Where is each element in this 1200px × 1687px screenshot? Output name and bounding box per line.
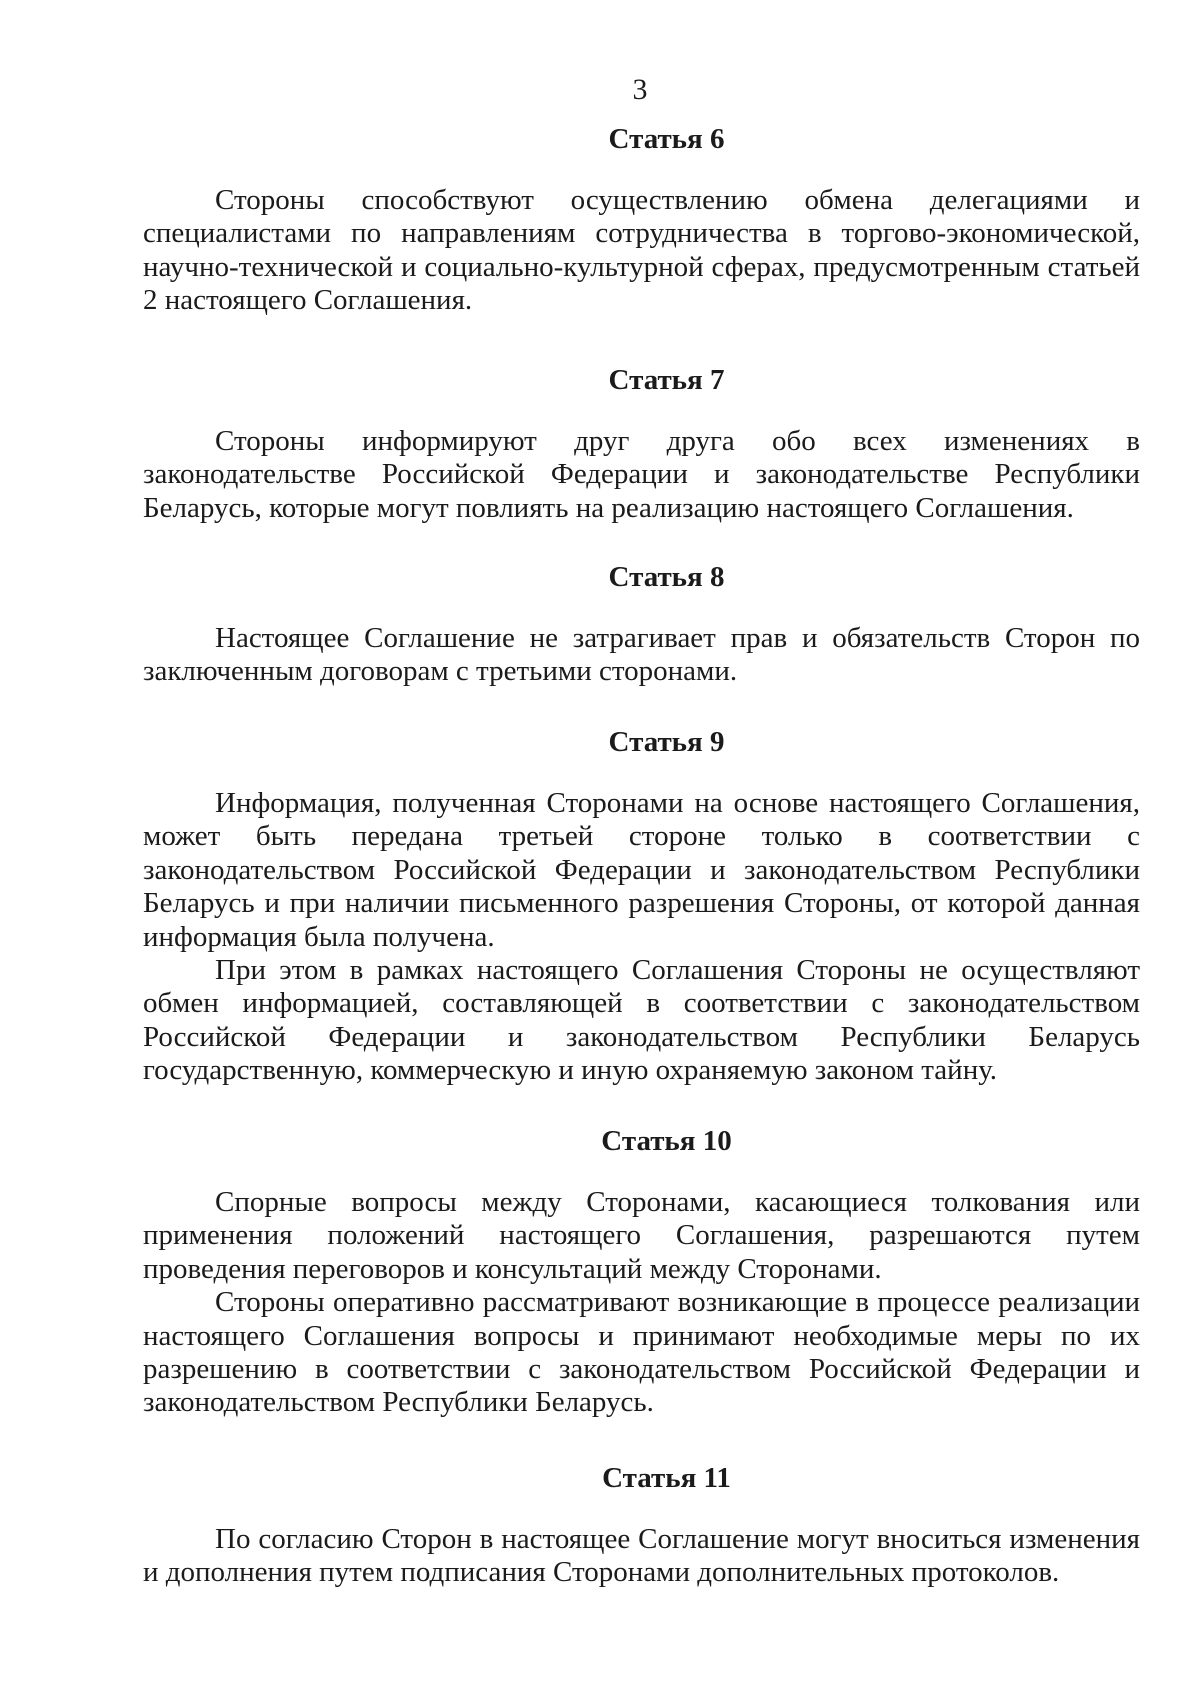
article-title: Статья 9 [608, 726, 725, 758]
article-paragraph: Стороны оперативно рассматривают возникающие в процессе реализации настоящего Соглашения вопросы и принимают необходимые меры по их разрешению в соответствии с законодательством Российской Федерации и законодательством Республики Беларусь. [143, 1286, 1140, 1419]
article-9 [143, 725, 1140, 1088]
article-paragraph: Стороны информируют друг друга обо всех изменениях в законодательстве Российской Федерации и законодательстве Республики Беларусь, которые могут повлиять на реализацию настоящего Соглашения. [143, 425, 1140, 524]
article-title: Статья 6 [608, 123, 725, 155]
article-10 [143, 1124, 1140, 1420]
page-number: 3 [632, 73, 648, 106]
article-paragraph: Настоящее Соглашение не затрагивает прав и обязательств Сторон по заключенным договорам с третьими сторонами. [143, 622, 1140, 688]
article-7 [143, 363, 1140, 525]
article-paragraph: Информация, полученная Сторонами на основе настоящего Соглашения, может быть передана третьей стороне только в соответствии с законодательством Российской Федерации и законодательством Республики Беларусь и при наличии письменного разрешения Стороны, от которой данная информация была получена. [143, 787, 1140, 953]
article-title: Статья 8 [608, 561, 725, 593]
article-paragraph: По согласию Сторон в настоящее Соглашение могут вноситься изменения и дополнения путем подписания Сторонами дополнительных протоколов. [143, 1523, 1140, 1589]
article-paragraph: Стороны способствуют осуществлению обмена делегациями и специалистами по направлениям сотрудничества в торгово-экономической, научно-технической и социально-культурной сферах, предусмотренным статьей 2 настоящего Соглашения. [143, 184, 1140, 317]
article-title: Статья 7 [608, 364, 725, 396]
article-6 [143, 122, 1140, 318]
article-title: Статья 11 [602, 1462, 731, 1494]
article-title: Статья 10 [601, 1125, 732, 1157]
article-paragraph: При этом в рамках настоящего Соглашения Стороны не осуществляют обмен информацией, составляющей в соответствии с законодательством Российской Федерации и законодательством Республики Беларусь государственную, коммерческую и иную охраняемую законом тайну. [143, 954, 1140, 1087]
article-8 [143, 560, 1140, 689]
article-11 [143, 1461, 1140, 1590]
article-paragraph: Спорные вопросы между Сторонами, касающиеся толкования или применения положений настоящего Соглашения, разрешаются путем проведения переговоров и консультаций между Сторонами. [143, 1186, 1140, 1285]
